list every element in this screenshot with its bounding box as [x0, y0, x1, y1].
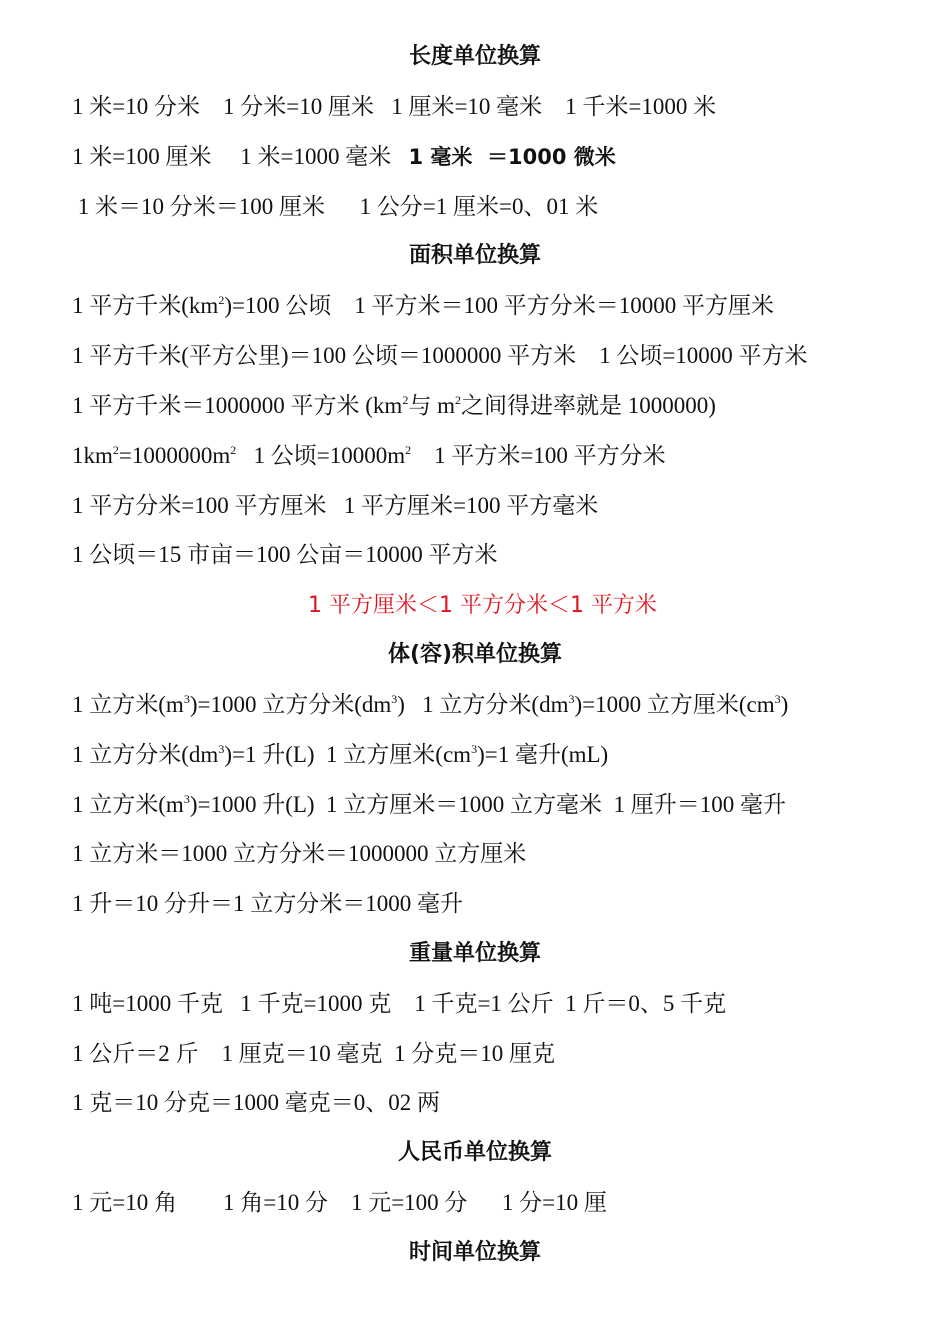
- volume-line-5: 1 升＝10 分升＝1 立方分米＝1000 毫升: [72, 891, 463, 916]
- volume-line-2-part: )=1 毫升(mL): [477, 742, 609, 767]
- volume-section-title: 体(容)积单位换算: [387, 642, 563, 667]
- superscript: 3: [218, 742, 225, 756]
- superscript: 3: [774, 692, 781, 706]
- area-section-title: 面积单位换算: [408, 243, 541, 268]
- area-line-4-part: =1000000m: [118, 443, 231, 468]
- length-line-2-bold: 1 毫米 ＝1000 微米: [408, 145, 616, 169]
- length-line-3: 1 米＝10 分米＝100 厘米 1 公分=1 厘米=0、01 米: [72, 194, 599, 219]
- area-line-4-part: 1 公顷=10000m: [236, 443, 406, 468]
- superscript: 2: [112, 443, 119, 457]
- volume-line-2-part: 1 立方分米(dm: [72, 742, 219, 767]
- volume-line-2: [72, 741, 608, 769]
- volume-line-1-part: ) 1 立方分米(dm: [397, 692, 569, 717]
- area-comparison-note: 1 平方厘米＜1 平方分米＜1 平方米: [308, 593, 657, 618]
- weight-line-3: 1 克＝10 分克＝1000 毫克＝0、02 两: [72, 1090, 440, 1115]
- rmb-section-title: 人民币单位换算: [397, 1140, 552, 1165]
- area-line-3: [72, 392, 716, 420]
- length-line-2-text: 1 米=100 厘米 1 米=1000 毫米: [72, 144, 409, 169]
- volume-line-1: [72, 691, 788, 719]
- length-section-title: 长度单位换算: [408, 44, 541, 69]
- volume-line-1-part: 1 立方米(m: [72, 692, 184, 717]
- length-line-1: 1 米=10 分米 1 分米=10 厘米 1 厘米=10 毫米 1 千米=1000 米: [72, 94, 717, 119]
- area-line-1-part: 1 平方千米(km: [72, 293, 219, 318]
- superscript: 2: [405, 443, 412, 457]
- volume-line-2-part: )=1 升(L) 1 立方厘米(cm: [224, 742, 472, 767]
- superscript: 2: [454, 393, 461, 407]
- weight-section-title: 重量单位换算: [408, 941, 541, 966]
- superscript: 2: [230, 443, 237, 457]
- superscript: 3: [391, 692, 398, 706]
- area-line-2: 1 平方千米(平方公里)＝100 公顷＝1000000 平方米 1 公顷=10000 平方米: [72, 343, 808, 368]
- area-line-5: 1 平方分米=100 平方厘米 1 平方厘米=100 平方毫米: [72, 493, 599, 518]
- rmb-line-1: 1 元=10 角 1 角=10 分 1 元=100 分 1 分=10 厘: [72, 1190, 607, 1215]
- area-line-3-part: 1 平方千米＝1000000 平方米 (km: [72, 393, 403, 418]
- time-section-title: 时间单位换算: [408, 1240, 541, 1265]
- area-line-1: [72, 292, 774, 320]
- area-line-3-part: 之间得进率就是 1000000): [460, 393, 716, 418]
- superscript: 3: [183, 692, 190, 706]
- superscript: 3: [471, 742, 478, 756]
- area-line-1-part: )=100 公顷 1 平方米＝100 平方分米＝10000 平方厘米: [224, 293, 774, 318]
- volume-line-3-part: )=1000 升(L) 1 立方厘米＝1000 立方毫米 1 厘升＝100 毫升: [189, 792, 787, 817]
- volume-line-1-part: ): [780, 692, 789, 717]
- weight-line-1: 1 吨=1000 千克 1 千克=1000 克 1 千克=1 公斤 1 斤＝0、5 千克: [72, 991, 727, 1016]
- volume-line-4: 1 立方米＝1000 立方分米＝1000000 立方厘米: [72, 841, 527, 866]
- superscript: 2: [402, 393, 409, 407]
- superscript: 3: [568, 692, 575, 706]
- volume-line-3-part: 1 立方米(m: [72, 792, 184, 817]
- superscript: 2: [218, 293, 225, 307]
- length-line-2: [72, 143, 616, 171]
- weight-line-2: 1 公斤＝2 斤 1 厘克＝10 毫克 1 分克＝10 厘克: [72, 1041, 555, 1066]
- area-line-3-part: 与 m: [408, 393, 455, 418]
- volume-line-1-part: )=1000 立方分米(dm: [189, 692, 392, 717]
- superscript: 3: [183, 792, 190, 806]
- area-line-6: 1 公顷＝15 市亩＝100 公亩＝10000 平方米: [72, 542, 498, 567]
- volume-line-3: [72, 791, 786, 819]
- area-line-4-part: 1 平方米=100 平方分米: [411, 443, 666, 468]
- area-line-4: [72, 442, 666, 470]
- area-line-4-part: 1km: [72, 443, 113, 468]
- volume-line-1-part: )=1000 立方厘米(cm: [574, 692, 775, 717]
